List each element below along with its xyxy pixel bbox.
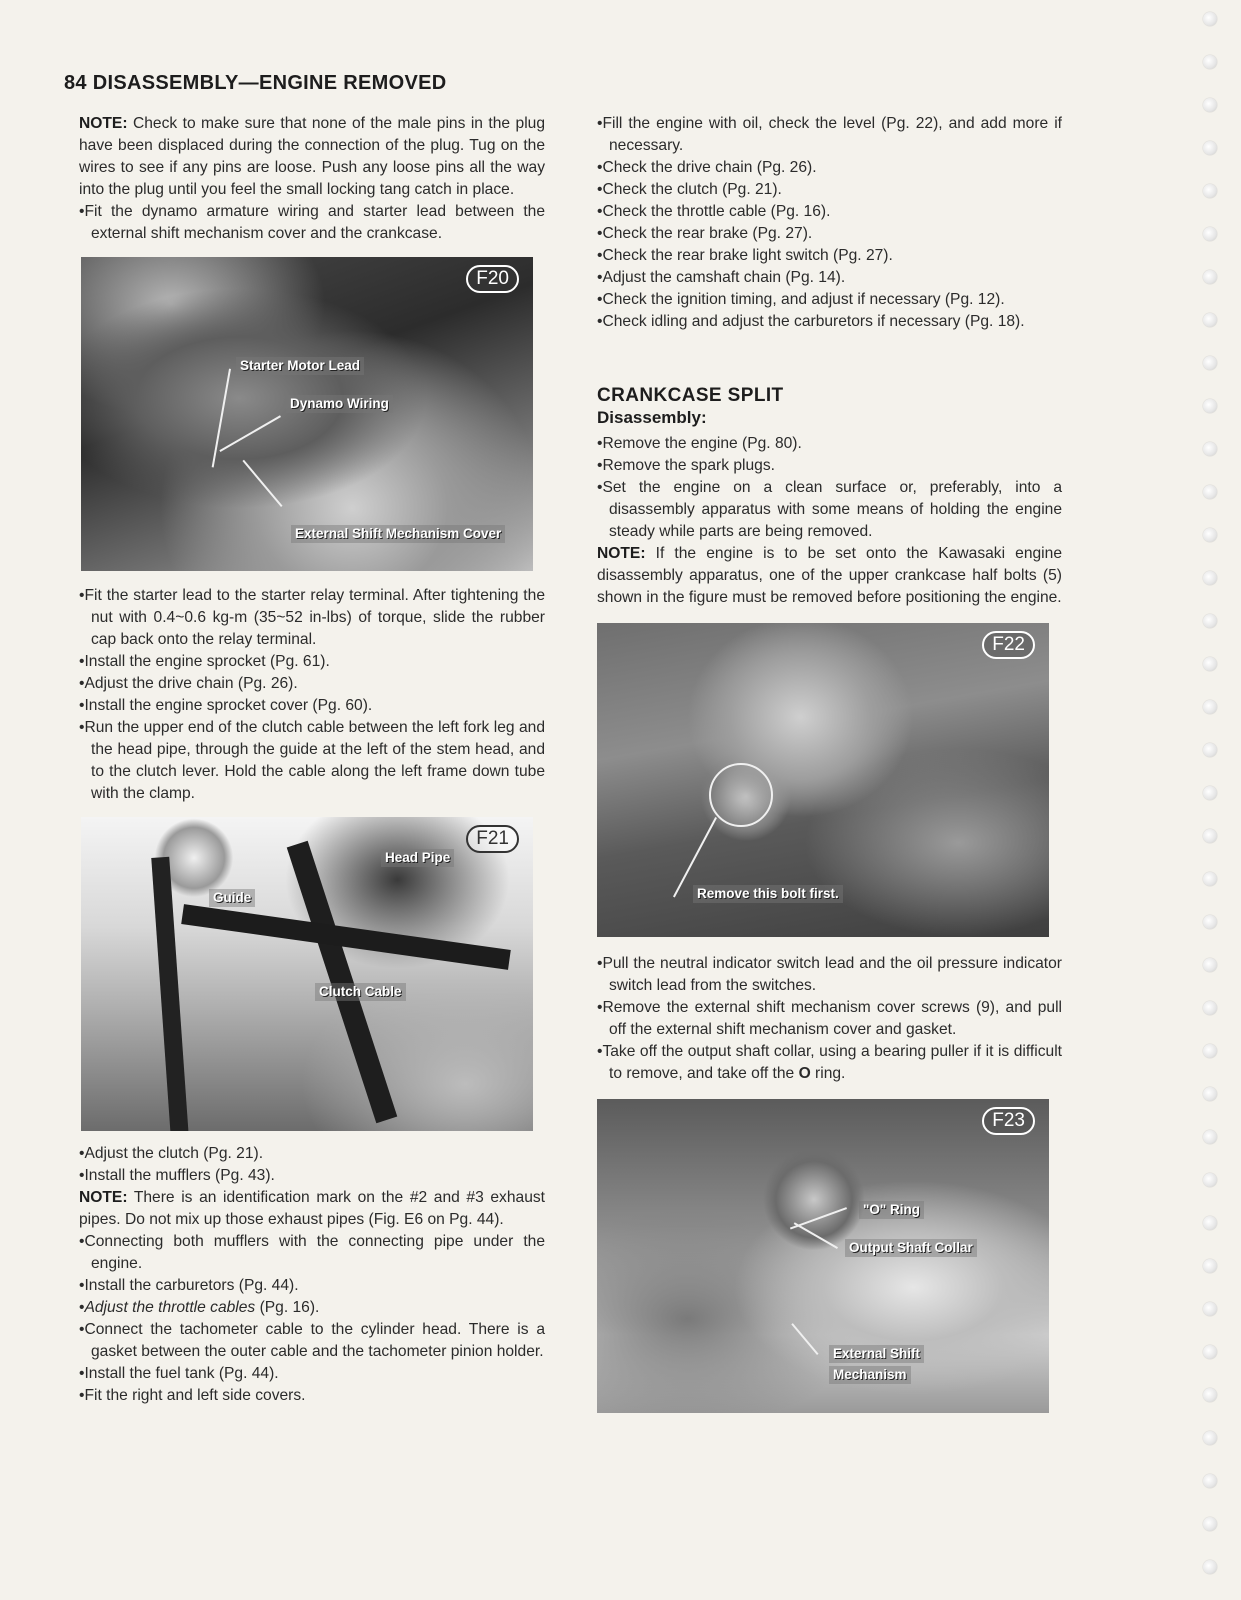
binder-hole (1203, 1130, 1217, 1144)
note-text: Check to make sure that none of the male pins in the plug have been displaced during the connection of the plug. Tug on the wires to see if any pins are loose. Push any loose pins all the way into the plug until you feel the small locking tang catch in place. (79, 115, 545, 198)
binder-hole (1203, 1216, 1217, 1230)
binder-hole (1203, 485, 1217, 499)
instruction-item: • Fill the engine with oil, check the level (Pg. 22), and add more if necessary. (597, 113, 1062, 157)
instruction-item: • Remove the external shift mechanism cover screws (9), and pull off the external shift mechanism cover and gasket. (597, 997, 1062, 1041)
leader-line (794, 1222, 838, 1249)
instruction-item: • Check the drive chain (Pg. 26). (597, 157, 1062, 179)
instruction-item: • Adjust the camshaft chain (Pg. 14). (597, 267, 1062, 289)
head-pipe (287, 841, 398, 1124)
callout-external-shift-mechanism-cover: External Shift Mechanism Cover (291, 525, 505, 543)
figure-f22-photo (597, 623, 1049, 937)
binder-hole (1203, 1001, 1217, 1015)
binder-hole (1203, 1302, 1217, 1316)
instruction-item: • Pull the neutral indicator switch lead and the oil pressure indicator switch lead from the switches. (597, 953, 1062, 997)
binder-hole (1203, 1431, 1217, 1445)
note-text: There is an identification mark on the #2 and #3 exhaust pipes. Do not mix up those exhaust pipes (Fig. E6 on Pg. 44). (79, 1189, 545, 1228)
leader-line (219, 415, 281, 452)
binder-hole (1203, 958, 1217, 972)
callout-remove-bolt: Remove this bolt first. (693, 885, 843, 903)
instruction-item: • Install the engine sprocket cover (Pg. 60). (79, 695, 545, 717)
instruction-item: • Check the ignition timing, and adjust if necessary (Pg. 12). (597, 289, 1062, 311)
instruction-text: ring. (810, 1065, 846, 1082)
instruction-text: Take off the output shaft collar, using a bearing puller if it is difficult to remove, and take off the (602, 1043, 1062, 1082)
binder-hole (1203, 872, 1217, 886)
highlight-circle (709, 763, 773, 827)
binder-hole (1203, 55, 1217, 69)
binder-hole (1203, 1474, 1217, 1488)
note-paragraph (79, 1187, 545, 1231)
subsection-title: Disassembly: (597, 408, 707, 427)
instruction-item: • Set the engine on a clean surface or, preferably, into a disassembly apparatus with some means of holding the engine steady while parts are being removed. (597, 477, 1062, 543)
instruction-item: • Check idling and adjust the carburetors if necessary (Pg. 18). (597, 311, 1062, 333)
leader-line (242, 460, 282, 507)
instruction-item: • Connect the tachometer cable to the cylinder head. There is a gasket between the outer cable and the tachometer pinion holder. (79, 1319, 545, 1363)
figure-label: F20 (466, 265, 519, 293)
instruction-item: • Install the fuel tank (Pg. 44). (79, 1363, 545, 1385)
binder-hole (1203, 786, 1217, 800)
instruction-item: • Adjust the drive chain (Pg. 26). (79, 673, 545, 695)
binder-hole (1203, 1345, 1217, 1359)
note-text: If the engine is to be set onto the Kawasaki engine disassembly apparatus, one of the upper crankcase half bolts (5) shown in the figure must be removed before positioning the engine. (597, 545, 1062, 606)
binder-hole (1203, 915, 1217, 929)
instruction-item: • Fit the starter lead to the starter relay terminal. After tightening the nut with 0.4~0.6 kg-m (35~52 in-lbs) of torque, slide the rubber cap back onto the relay terminal. (79, 585, 545, 651)
callout-mechanism: Mechanism (829, 1366, 911, 1384)
instruction-item: • Run the upper end of the clutch cable between the left fork leg and the head pipe, through the guide at the left of the stem head, and to the clutch lever. Hold the cable along the left frame down tube with the clamp. (79, 717, 545, 805)
binder-hole (1203, 571, 1217, 585)
italic-text: Adjust the throttle cables (84, 1299, 256, 1316)
instruction-item: • Adjust the clutch (Pg. 21). (79, 1143, 545, 1165)
instruction-item: • Remove the engine (Pg. 80). (597, 433, 1062, 455)
section-title: CRANKCASE SPLIT (597, 385, 784, 406)
binder-hole (1203, 1560, 1217, 1574)
binder-hole (1203, 442, 1217, 456)
binder-hole (1203, 313, 1217, 327)
callout-guide: Guide (209, 889, 255, 907)
note-paragraph (79, 113, 545, 201)
figure-f21-photo (81, 817, 533, 1131)
note-paragraph (597, 543, 1062, 609)
instruction-text: (Pg. 16). (255, 1299, 320, 1316)
instruction-item: • Install the engine sprocket (Pg. 61). (79, 651, 545, 673)
fork-leg (151, 857, 188, 1131)
instruction-item: • Connecting both mufflers with the connecting pipe under the engine. (79, 1231, 545, 1275)
binder-hole (1203, 829, 1217, 843)
binder-hole (1203, 1388, 1217, 1402)
instruction-item: • Install the carburetors (Pg. 44). (79, 1275, 545, 1297)
instruction-item: • Fit the right and left side covers. (79, 1385, 545, 1407)
callout-head-pipe: Head Pipe (381, 849, 454, 867)
binder-hole (1203, 399, 1217, 413)
figure-label: F22 (982, 631, 1035, 659)
binder-hole (1203, 184, 1217, 198)
instruction-item: • Check the rear brake light switch (Pg. 27). (597, 245, 1062, 267)
left-column (79, 113, 545, 1407)
note-label: NOTE: (597, 545, 646, 562)
page-number: 84 (64, 72, 87, 94)
binder-hole (1203, 743, 1217, 757)
instruction-item: • Check the throttle cable (Pg. 16). (597, 201, 1062, 223)
binder-hole (1203, 1259, 1217, 1273)
page-header (64, 72, 447, 95)
instruction-item (597, 1041, 1062, 1085)
binder-hole (1203, 227, 1217, 241)
binder-hole (1203, 98, 1217, 112)
binder-hole (1203, 657, 1217, 671)
figure-label: F23 (982, 1107, 1035, 1135)
binder-hole (1203, 1087, 1217, 1101)
binder-hole (1203, 12, 1217, 26)
note-label: NOTE: (79, 115, 128, 132)
instruction-item: • Check the rear brake (Pg. 27). (597, 223, 1062, 245)
binder-hole (1203, 528, 1217, 542)
instruction-item: • Remove the spark plugs. (597, 455, 1062, 477)
leader-line (212, 369, 231, 468)
binder-holes (1191, 0, 1221, 1600)
binder-hole (1203, 270, 1217, 284)
callout-starter-motor-lead: Starter Motor Lead (236, 357, 364, 375)
figure-label: F21 (466, 825, 519, 853)
figure-f23-photo (597, 1099, 1049, 1413)
o-ring-bold: O (798, 1065, 811, 1082)
instruction-item: • Check the clutch (Pg. 21). (597, 179, 1062, 201)
figure-f20-photo (81, 257, 533, 571)
binder-hole (1203, 141, 1217, 155)
binder-hole (1203, 700, 1217, 714)
leader-line (791, 1323, 818, 1355)
page-title: DISASSEMBLY—ENGINE REMOVED (92, 72, 447, 94)
right-column (597, 113, 1062, 1413)
binder-hole (1203, 1517, 1217, 1531)
note-label: NOTE: (79, 1189, 128, 1206)
callout-o-ring: "O" Ring (859, 1201, 924, 1219)
instruction-item: • Install the mufflers (Pg. 43). (79, 1165, 545, 1187)
callout-output-shaft-collar: Output Shaft Collar (845, 1239, 977, 1257)
binder-hole (1203, 614, 1217, 628)
binder-hole (1203, 1173, 1217, 1187)
binder-hole (1203, 356, 1217, 370)
callout-clutch-cable: Clutch Cable (315, 983, 406, 1001)
callout-external-shift: External Shift (829, 1345, 924, 1363)
instruction-item (79, 1297, 545, 1319)
instruction-item: • Fit the dynamo armature wiring and starter lead between the external shift mechanism cover and the crankcase. (79, 201, 545, 245)
binder-hole (1203, 1044, 1217, 1058)
callout-dynamo-wiring: Dynamo Wiring (286, 395, 393, 413)
